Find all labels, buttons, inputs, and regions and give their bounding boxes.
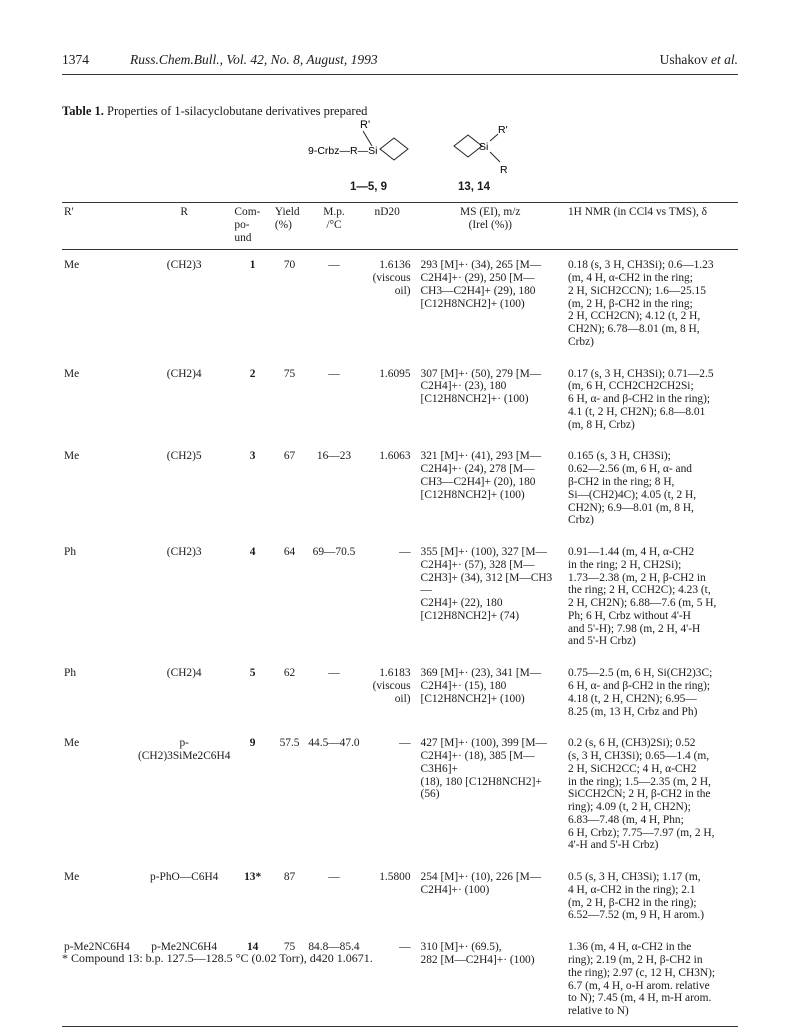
s1-chain: 9-Crbz—R—Si bbox=[308, 145, 378, 157]
cell-ms: 321 [M]+· (41), 293 [M— C2H4]+· (24), 278 [M— CH3—C2H4]+ (20), 180 [C12H8NCH2]+ (100) bbox=[420, 450, 542, 501]
table-row bbox=[62, 359, 738, 442]
table-caption bbox=[62, 104, 367, 119]
table-row bbox=[62, 658, 738, 728]
cell-rp: Me bbox=[64, 450, 80, 463]
cell-yield: 75 bbox=[283, 367, 296, 380]
cell-yield: 64 bbox=[283, 546, 296, 559]
cell-yield: 87 bbox=[283, 871, 296, 884]
running-author bbox=[660, 52, 738, 68]
s2-bond-top bbox=[490, 134, 498, 141]
cell-compound: 13* bbox=[244, 871, 262, 884]
cell-mp: 69—70.5 bbox=[312, 546, 356, 559]
s2-bond-bottom bbox=[490, 152, 500, 162]
table-row bbox=[62, 441, 738, 537]
cell-r: (CH2)5 bbox=[166, 450, 202, 463]
col-header-ms: MS (EI), m/z (Irel (%)) bbox=[413, 203, 562, 250]
cell-compound: 4 bbox=[249, 546, 256, 559]
table-row bbox=[62, 862, 738, 932]
table-row bbox=[62, 932, 738, 1026]
s2-substituent-top: R' bbox=[498, 124, 508, 136]
page-header bbox=[62, 50, 738, 75]
cell-yield: 67 bbox=[283, 450, 296, 463]
table-header-row bbox=[62, 203, 738, 250]
cell-nmr: 0.18 (s, 3 H, CH3Si); 0.6—1.23 (m, 4 H, α-CH2 in the ring; 2 H, SiCH2CCN); 1.6—25.15 (m, 2 H, β-CH2 in the ring; 2 H, CCH2CN); 4.12 (t, 2 H, CH2N); 6.78—8.01 (m, 8 H, Crbz) bbox=[567, 259, 714, 348]
cell-nd: — bbox=[399, 737, 411, 750]
silacyclobutane-structure-1 bbox=[300, 118, 430, 180]
table-title: Properties of 1-silacyclobutane derivatives prepared bbox=[107, 104, 368, 118]
cell-compound: 2 bbox=[249, 367, 256, 380]
s1-bond-top bbox=[363, 131, 372, 146]
author-suffix: et al. bbox=[711, 52, 738, 67]
s2-ring bbox=[454, 135, 482, 157]
cell-rp: Ph bbox=[64, 667, 77, 680]
structure-1-label: 1—5, 9 bbox=[350, 181, 388, 193]
cell-mp: — bbox=[328, 259, 340, 272]
cell-nmr: 0.5 (s, 3 H, CH3Si); 1.17 (m, 4 H, α-CH2 in the ring); 2.1 (m, 2 H, β-CH2 in the ring); 6.52—7.52 (m, 9 H, H arom.) bbox=[567, 871, 705, 922]
cell-mp: — bbox=[328, 367, 340, 380]
table-row bbox=[62, 250, 738, 359]
cell-ms: 293 [M]+· (34), 265 [M— C2H4]+· (29), 250 [M— CH3—C2H4]+ (29), 180 [C12H8NCH2]+ (100) bbox=[420, 259, 542, 310]
cell-rp: Ph bbox=[64, 546, 77, 559]
cell-nd: 1.6095 bbox=[379, 367, 411, 380]
cell-compound: 3 bbox=[249, 450, 256, 463]
cell-ms: 355 [M]+· (100), 327 [M— C2H4]+· (57), 328 [M— C2H3]+ (34), 312 [M—CH3— C2H4]+ (22), 180 [C12H8NCH2]+ (74) bbox=[420, 546, 553, 622]
col-header-r: R bbox=[136, 203, 232, 250]
cell-rp: p-Me2NC6H4 bbox=[62, 932, 136, 1026]
cell-nmr: 0.17 (s, 3 H, CH3Si); 0.71—2.5 (m, 6 H, CCH2CH2CH2Si; 6 H, α- and β-CH2 in the ring); 4.1 (t, 2 H, CH2N); 6.8—8.01 (m, 8 H, Crbz) bbox=[567, 367, 714, 431]
cell-ms: 427 [M]+· (100), 399 [M— C2H4]+· (18), 385 [M—C3H6]+ (18), 180 [C12H8NCH2]+ (56) bbox=[420, 737, 547, 801]
cell-ms: 307 [M]+· (50), 279 [M— C2H4]+· (23), 180 [C12H8NCH2]+· (100) bbox=[420, 367, 542, 406]
cell-mp: 44.5—47.0 bbox=[308, 737, 360, 750]
cell-ms: 254 [M]+· (10), 226 [M— C2H4]+· (100) bbox=[420, 871, 542, 896]
col-header-compound: Com- po- und bbox=[232, 203, 272, 250]
cell-nmr: 0.75—2.5 (m, 6 H, Si(CH2)3C; 6 H, α- and β-CH2 in the ring); 4.18 (t, 2 H, CH2N); 6.95— 8.25 (m, 13 H, Crbz and Ph) bbox=[567, 667, 713, 718]
cell-rp: Me bbox=[64, 737, 80, 750]
cell-rp: Me bbox=[64, 871, 80, 884]
col-header-yield: Yield (%) bbox=[273, 203, 306, 250]
cell-nmr: 0.165 (s, 3 H, CH3Si); 0.62—2.56 (m, 6 H, α- and β-CH2 in the ring; 8 H, Si—(CH2)4C); 4.05 (t, 2 H, CH2N); 6.9—8.01 (m, 8 H, Crbz) bbox=[567, 450, 697, 527]
cell-nd: 1.5800 bbox=[379, 871, 411, 884]
cell-compound: 9 bbox=[249, 737, 256, 750]
cell-r: (CH2)4 bbox=[166, 367, 202, 380]
cell-yield: 62 bbox=[283, 667, 296, 680]
cell-compound: 1 bbox=[249, 259, 256, 272]
table-row bbox=[62, 728, 738, 862]
cell-r: (CH2)4 bbox=[166, 667, 202, 680]
table-row bbox=[62, 537, 738, 658]
cell-yield: 75 bbox=[273, 932, 306, 1026]
cell-nd: 1.6063 bbox=[379, 450, 411, 463]
page-number: 1374 bbox=[62, 52, 89, 67]
cell-mp: 16—23 bbox=[316, 450, 352, 463]
table-footnote: * Compound 13: b.p. 127.5—128.5 °C (0.02 Torr), d420 1.0671. bbox=[62, 951, 373, 965]
cell-r: p-(CH2)3SiMe2C6H4 bbox=[138, 737, 231, 763]
col-header-nd: nD20 bbox=[362, 203, 413, 250]
cell-nd: — bbox=[362, 932, 413, 1026]
s1-ring bbox=[380, 138, 408, 160]
structure-2-label: 13, 14 bbox=[458, 181, 490, 193]
cell-yield: 57.5 bbox=[279, 737, 300, 750]
cell-nd: 1.6183 (viscous oil) bbox=[372, 667, 411, 705]
cell-r: (CH2)3 bbox=[166, 259, 202, 272]
cell-rp: Me bbox=[64, 259, 80, 272]
cell-nmr: 1.36 (m, 4 H, α-CH2 in the ring); 2.19 (m, 2 H, β-CH2 in the ring); 2.97 (c, 12 H, CH3N); 6.7 (m, 4 H, o-H arom. relative to N); 7.45 (m, 4 H, m-H arom. relative to N) bbox=[562, 932, 738, 1026]
cell-ms: 310 [M]+· (69.5), 282 [M—C2H4]+· (100) bbox=[413, 932, 562, 1026]
cell-r: (CH2)3 bbox=[166, 546, 202, 559]
col-header-nmr: 1H NMR (in CCl4 vs TMS), δ bbox=[562, 203, 738, 250]
cell-mp: — bbox=[328, 667, 340, 680]
cell-compound: 5 bbox=[249, 667, 256, 680]
col-header-rp: R' bbox=[62, 203, 136, 250]
author-name: Ushakov bbox=[659, 52, 708, 67]
silacyclobutane-structure-2 bbox=[448, 118, 518, 180]
cell-nd: 1.6136 (viscous oil) bbox=[372, 259, 411, 297]
cell-nmr: 0.2 (s, 6 H, (CH3)2Si); 0.52 (s, 3 H, CH3Si); 0.65—1.4 (m, 2 H, SiCH2CC; 4 H, α-CH2 in the ring); 1.5—2.35 (m, 2 H, SiCCH2CN; 2 H, β-CH2 in the ring); 4.09 (t, 2 H, CH2N); 6.83—7.48 (m, 4 H, Phn; 6 H, Crbz); 7.75—7.97 (m, 2 H, 4'-H and 5'-H Crbz) bbox=[567, 737, 715, 852]
cell-nd: — bbox=[399, 546, 411, 559]
col-header-mp: M.p. /°C bbox=[306, 203, 362, 250]
cell-ms: 369 [M]+· (23), 341 [M— C2H4]+· (15), 180 [C12H8NCH2]+ (100) bbox=[420, 667, 542, 705]
s2-substituent-bottom: R bbox=[500, 164, 508, 176]
cell-rp: Me bbox=[64, 367, 80, 380]
cell-r: p-PhO—C6H4 bbox=[150, 871, 219, 884]
cell-nmr: 0.91—1.44 (m, 4 H, α-CH2 in the ring; 2 H, CH2Si); 1.73—2.38 (m, 2 H, β-CH2 in the ring; 2 H, CCH2C); 4.23 (t, 2 H, CH2N); 6.88—7.6 (m, 5 H, Ph; 6 H, Crbz without 4'-H and 5'-H); 7.98 (m, 2 H, 4'-H and 5'-H Crbz) bbox=[567, 546, 717, 648]
cell-compound: 14 bbox=[232, 932, 272, 1026]
cell-mp: 84.8—85.4 bbox=[306, 932, 362, 1026]
cell-yield: 70 bbox=[283, 259, 296, 272]
properties-table bbox=[62, 202, 738, 1027]
s2-atom: Si bbox=[479, 141, 489, 153]
cell-r: p-Me2NC6H4 bbox=[136, 932, 232, 1026]
s1-substituent: R' bbox=[360, 119, 371, 131]
cell-mp: — bbox=[328, 871, 340, 884]
table-label: Table 1. bbox=[62, 104, 104, 118]
journal-citation: Russ.Chem.Bull., Vol. 42, No. 8, August, 1993 bbox=[130, 52, 378, 67]
